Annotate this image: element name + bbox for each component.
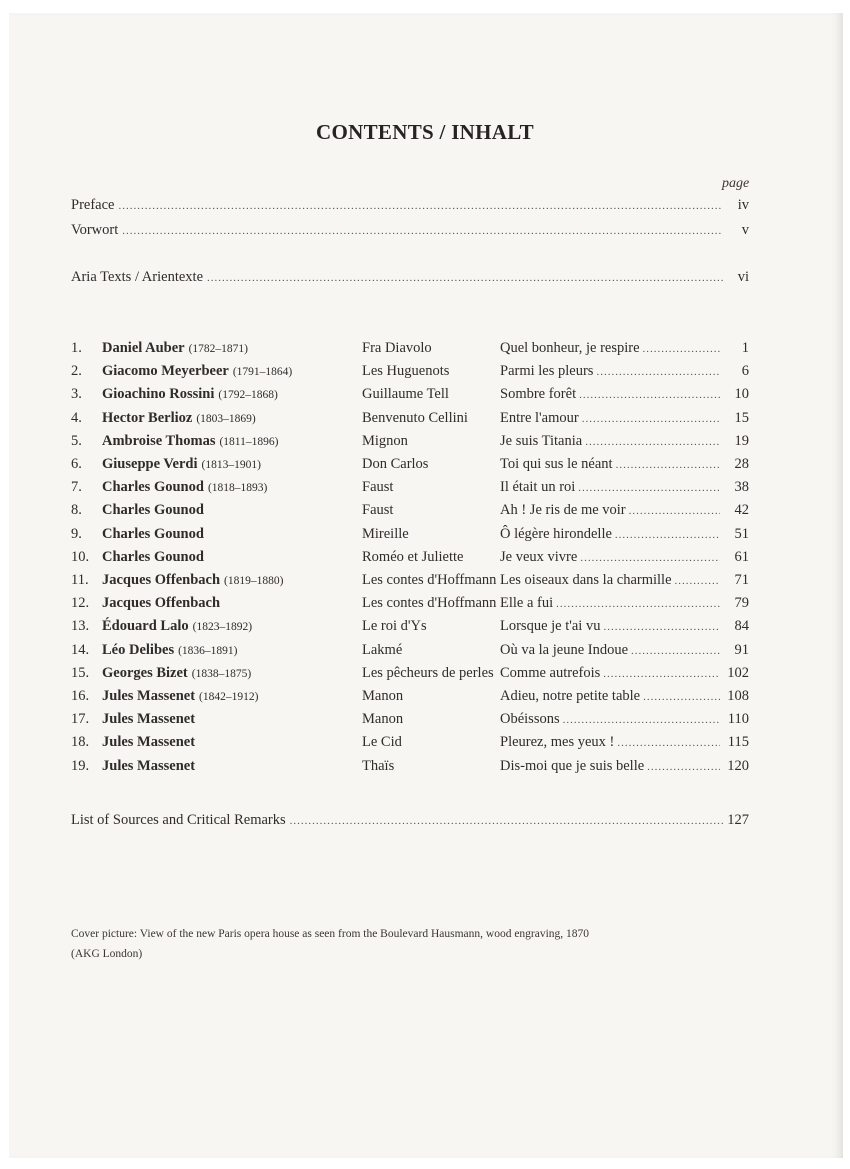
opera-title: Mireille bbox=[362, 525, 409, 542]
aria-title-group bbox=[500, 456, 749, 473]
entry-page: 28 bbox=[734, 456, 749, 472]
composer-name bbox=[102, 549, 208, 566]
entry-page: 38 bbox=[734, 479, 749, 496]
aria-title-group bbox=[500, 433, 749, 450]
dot-leader bbox=[629, 505, 720, 517]
entry-number: 1. bbox=[71, 340, 82, 356]
page-title: CONTENTS / INHALT bbox=[316, 120, 534, 144]
opera-title: Thaïs bbox=[362, 757, 395, 774]
composer-name bbox=[102, 595, 224, 612]
entry-number: 4. bbox=[71, 409, 82, 426]
aria-title: Entre l'amour bbox=[500, 409, 579, 426]
entry-page: 84 bbox=[734, 618, 749, 635]
dot-leader bbox=[603, 668, 720, 680]
entry-page: 10 bbox=[734, 386, 749, 403]
composer-text: Jules Massenet bbox=[102, 688, 196, 704]
entry-number: 15. bbox=[71, 664, 90, 681]
toc-entry[interactable] bbox=[71, 386, 749, 408]
entry-page: 61 bbox=[734, 548, 749, 565]
composer-dates: (1782–1871) bbox=[188, 343, 248, 355]
composer-text: Georges Bizet bbox=[102, 664, 188, 681]
composer-dates: (1791–1864) bbox=[232, 366, 293, 379]
entry-number: 17. bbox=[71, 711, 90, 728]
dot-leader bbox=[596, 366, 720, 378]
dot-leader bbox=[675, 575, 720, 587]
toc-row-sources[interactable] bbox=[71, 812, 749, 829]
dot-leader bbox=[563, 714, 720, 726]
composer-text: Hector Berlioz bbox=[102, 409, 193, 426]
dot-leader bbox=[631, 645, 720, 657]
composer-dates: (1818–1893) bbox=[207, 482, 268, 495]
entry-page: 115 bbox=[727, 734, 749, 751]
opera-title: Fra Diavolo bbox=[362, 340, 432, 356]
composer-text: Giacomo Meyerbeer bbox=[102, 363, 229, 380]
toc-row-vorwort[interactable] bbox=[71, 222, 749, 239]
aria-title-group bbox=[500, 688, 749, 705]
aria-title-group bbox=[500, 642, 749, 659]
composer-dates: (1823–1892) bbox=[192, 621, 253, 634]
dot-leader bbox=[556, 598, 720, 610]
opera-title: Manon bbox=[362, 688, 404, 704]
entry-number: 13. bbox=[71, 618, 90, 635]
opera-title: Les contes d'Hoffmann bbox=[362, 595, 497, 612]
dot-leader bbox=[615, 529, 720, 541]
cover-credit-source: (AKG London) bbox=[71, 948, 143, 960]
cover-credit-line: Cover picture: View of the new Paris opera house as seen from the Boulevard Hausmann, wood engraving, 1870 bbox=[71, 928, 590, 940]
dot-leader bbox=[643, 343, 720, 355]
composer-name bbox=[102, 479, 267, 496]
toc-entry[interactable] bbox=[71, 572, 749, 594]
aria-title: Obéissons bbox=[500, 711, 560, 728]
toc-entry[interactable] bbox=[71, 526, 749, 548]
entry-page: 1 bbox=[741, 340, 749, 356]
toc-entry[interactable] bbox=[71, 711, 749, 733]
composer-name bbox=[102, 340, 248, 357]
composer-name bbox=[102, 642, 238, 659]
aria-title: Ô légère hirondelle bbox=[500, 525, 612, 542]
dot-leader bbox=[580, 552, 720, 564]
toc-page: iv bbox=[737, 197, 749, 213]
opera-title: Les contes d'Hoffmann bbox=[362, 572, 497, 588]
composer-text: Ambroise Thomas bbox=[102, 432, 216, 449]
entry-page: 79 bbox=[734, 595, 749, 612]
entry-number: 12. bbox=[71, 595, 90, 612]
page-column-label: page bbox=[722, 176, 750, 191]
composer-text: Charles Gounod bbox=[102, 525, 204, 542]
entry-page: 110 bbox=[727, 711, 749, 728]
aria-title: Il était un roi bbox=[500, 479, 576, 496]
entry-page: 91 bbox=[734, 641, 749, 658]
entry-page: 102 bbox=[727, 664, 749, 681]
dot-leader bbox=[290, 815, 723, 827]
entry-number: 14. bbox=[71, 641, 90, 658]
opera-title: Don Carlos bbox=[362, 456, 429, 472]
aria-title-group bbox=[500, 526, 749, 543]
entry-number: 7. bbox=[71, 479, 82, 496]
composer-text: Gioachino Rossini bbox=[102, 386, 215, 403]
entry-number: 8. bbox=[71, 502, 82, 519]
dot-leader bbox=[616, 459, 720, 471]
aria-title: Sombre forêt bbox=[500, 386, 577, 403]
toc-entry[interactable] bbox=[71, 595, 749, 617]
dot-leader bbox=[603, 621, 720, 633]
composer-name bbox=[102, 734, 199, 751]
composer-name bbox=[102, 456, 261, 473]
composer-dates: (1803–1869) bbox=[196, 412, 256, 425]
aria-title: Quel bonheur, je respire bbox=[500, 340, 640, 356]
dot-leader bbox=[579, 389, 720, 401]
composer-text: Édouard Lalo bbox=[102, 618, 189, 635]
toc-entry[interactable] bbox=[71, 502, 749, 524]
entry-page: 108 bbox=[727, 688, 749, 704]
aria-title-group bbox=[500, 363, 749, 380]
toc-label: Vorwort bbox=[71, 222, 119, 238]
toc-page: 127 bbox=[727, 812, 749, 828]
aria-title-group bbox=[500, 502, 749, 519]
entry-number: 16. bbox=[71, 688, 90, 704]
dot-leader bbox=[578, 482, 720, 494]
entry-number: 6. bbox=[71, 456, 82, 472]
composer-dates: (1838–1875) bbox=[191, 667, 252, 680]
aria-title: Parmi les pleurs bbox=[500, 363, 594, 380]
aria-title-group bbox=[500, 410, 749, 427]
toc-label: Aria Texts / Arientexte bbox=[71, 269, 204, 285]
opera-title: Faust bbox=[362, 479, 394, 496]
toc-entry[interactable] bbox=[71, 758, 749, 780]
dot-leader bbox=[647, 761, 720, 773]
composer-name bbox=[102, 711, 199, 728]
toc-page: v bbox=[741, 222, 749, 238]
opera-title: Le roi d'Ys bbox=[362, 618, 427, 635]
aria-title: Dis-moi que je suis belle bbox=[500, 757, 645, 774]
aria-title-group bbox=[500, 734, 749, 751]
composer-text: Daniel Auber bbox=[102, 340, 185, 356]
composer-dates: (1792–1868) bbox=[218, 389, 278, 402]
opera-title: Lakmé bbox=[362, 641, 403, 658]
composer-text: Léo Delibes bbox=[102, 641, 175, 658]
aria-title: Je veux vivre bbox=[500, 548, 578, 565]
composer-text: Jacques Offenbach bbox=[102, 595, 221, 612]
toc-entry[interactable] bbox=[71, 665, 749, 687]
dot-leader bbox=[118, 200, 723, 212]
composer-dates: (1836–1891) bbox=[178, 644, 238, 657]
opera-title: Roméo et Juliette bbox=[362, 548, 464, 565]
composer-name bbox=[102, 410, 256, 427]
dot-leader bbox=[643, 691, 720, 703]
opera-title: Guillaume Tell bbox=[362, 386, 449, 403]
composer-name bbox=[102, 618, 252, 635]
aria-title: Les oiseaux dans la charmille bbox=[500, 572, 672, 588]
aria-title-group bbox=[500, 549, 749, 566]
entry-number: 10. bbox=[71, 548, 90, 565]
opera-title: Mignon bbox=[362, 432, 408, 449]
opera-title: Les Huguenots bbox=[362, 363, 450, 380]
entry-page: 51 bbox=[734, 525, 749, 542]
opera-title: Benvenuto Cellini bbox=[362, 409, 468, 426]
composer-name bbox=[102, 526, 208, 543]
composer-dates: (1813–1901) bbox=[201, 459, 261, 471]
composer-dates: (1842–1912) bbox=[199, 691, 259, 703]
aria-title: Elle a fui bbox=[500, 595, 554, 612]
composer-text: Charles Gounod bbox=[102, 548, 204, 565]
composer-name bbox=[102, 665, 251, 682]
dot-leader bbox=[122, 225, 723, 237]
entry-page: 6 bbox=[741, 363, 749, 380]
aria-title: Pleurez, mes yeux ! bbox=[500, 734, 615, 751]
aria-title-group bbox=[500, 386, 749, 403]
entry-page: 19 bbox=[734, 432, 749, 449]
aria-title: Ah ! Je ris de me voir bbox=[500, 502, 626, 519]
aria-title: Adieu, notre petite table bbox=[500, 688, 641, 704]
composer-dates: (1811–1896) bbox=[219, 435, 279, 448]
entry-number: 18. bbox=[71, 734, 90, 751]
toc-entry[interactable] bbox=[71, 340, 749, 362]
entry-page: 120 bbox=[727, 757, 749, 774]
dot-leader bbox=[585, 436, 720, 448]
composer-name bbox=[102, 502, 208, 519]
composer-text: Jules Massenet bbox=[102, 711, 196, 728]
toc-entry[interactable] bbox=[71, 410, 749, 432]
aria-title: Je suis Titania bbox=[500, 432, 583, 449]
entry-page: 71 bbox=[734, 572, 749, 588]
aria-title-group bbox=[500, 595, 749, 612]
toc-page: vi bbox=[737, 269, 749, 285]
composer-name bbox=[102, 688, 258, 705]
entry-number: 2. bbox=[71, 363, 82, 380]
toc-entry[interactable] bbox=[71, 479, 749, 501]
aria-title: Où va la jeune Indoue bbox=[500, 641, 629, 658]
toc-entry[interactable] bbox=[71, 618, 749, 640]
composer-text: Giuseppe Verdi bbox=[102, 456, 198, 472]
toc-row-aria-texts[interactable] bbox=[71, 269, 749, 286]
composer-text: Jules Massenet bbox=[102, 734, 196, 751]
opera-title: Manon bbox=[362, 711, 404, 728]
entry-number: 9. bbox=[71, 525, 82, 542]
composer-dates: (1819–1880) bbox=[224, 575, 284, 587]
entry-number: 3. bbox=[71, 386, 82, 403]
toc-row-preface[interactable] bbox=[71, 197, 749, 214]
aria-title: Comme autrefois bbox=[500, 664, 601, 681]
aria-title-group bbox=[500, 340, 749, 357]
toc-entry[interactable] bbox=[71, 734, 749, 756]
composer-name bbox=[102, 363, 292, 380]
toc-label: List of Sources and Critical Remarks bbox=[71, 812, 286, 828]
dot-leader bbox=[617, 737, 720, 749]
aria-title-group bbox=[500, 479, 749, 496]
aria-title-group bbox=[500, 711, 749, 728]
aria-title-group bbox=[500, 618, 749, 635]
toc-entry[interactable] bbox=[71, 433, 749, 455]
dot-leader bbox=[207, 272, 723, 284]
toc-entry[interactable] bbox=[71, 549, 749, 571]
aria-title: Lorsque je t'ai vu bbox=[500, 618, 601, 635]
entry-number: 11. bbox=[71, 572, 89, 588]
aria-title-group bbox=[500, 665, 749, 682]
toc-label: Preface bbox=[71, 197, 115, 213]
composer-name bbox=[102, 386, 278, 403]
composer-text: Jules Massenet bbox=[102, 757, 196, 774]
aria-title: Toi qui sus le néant bbox=[500, 456, 613, 472]
toc-entry[interactable] bbox=[71, 688, 749, 710]
aria-title-group bbox=[500, 572, 749, 589]
entry-page: 42 bbox=[734, 502, 749, 519]
composer-text: Jacques Offenbach bbox=[102, 572, 221, 588]
composer-name bbox=[102, 433, 278, 450]
composer-name bbox=[102, 758, 199, 775]
toc-entry[interactable] bbox=[71, 642, 749, 664]
aria-title-group bbox=[500, 758, 749, 775]
entry-page: 15 bbox=[734, 409, 749, 426]
entry-number: 19. bbox=[71, 757, 90, 774]
composer-text: Charles Gounod bbox=[102, 479, 204, 496]
toc-entry[interactable] bbox=[71, 456, 749, 478]
opera-title: Le Cid bbox=[362, 734, 402, 751]
toc-entry[interactable] bbox=[71, 363, 749, 385]
opera-title: Faust bbox=[362, 502, 394, 519]
entry-number: 5. bbox=[71, 432, 82, 449]
opera-title: Les pêcheurs de perles bbox=[362, 664, 494, 681]
composer-text: Charles Gounod bbox=[102, 502, 204, 519]
composer-name bbox=[102, 572, 283, 589]
dot-leader bbox=[582, 413, 720, 425]
